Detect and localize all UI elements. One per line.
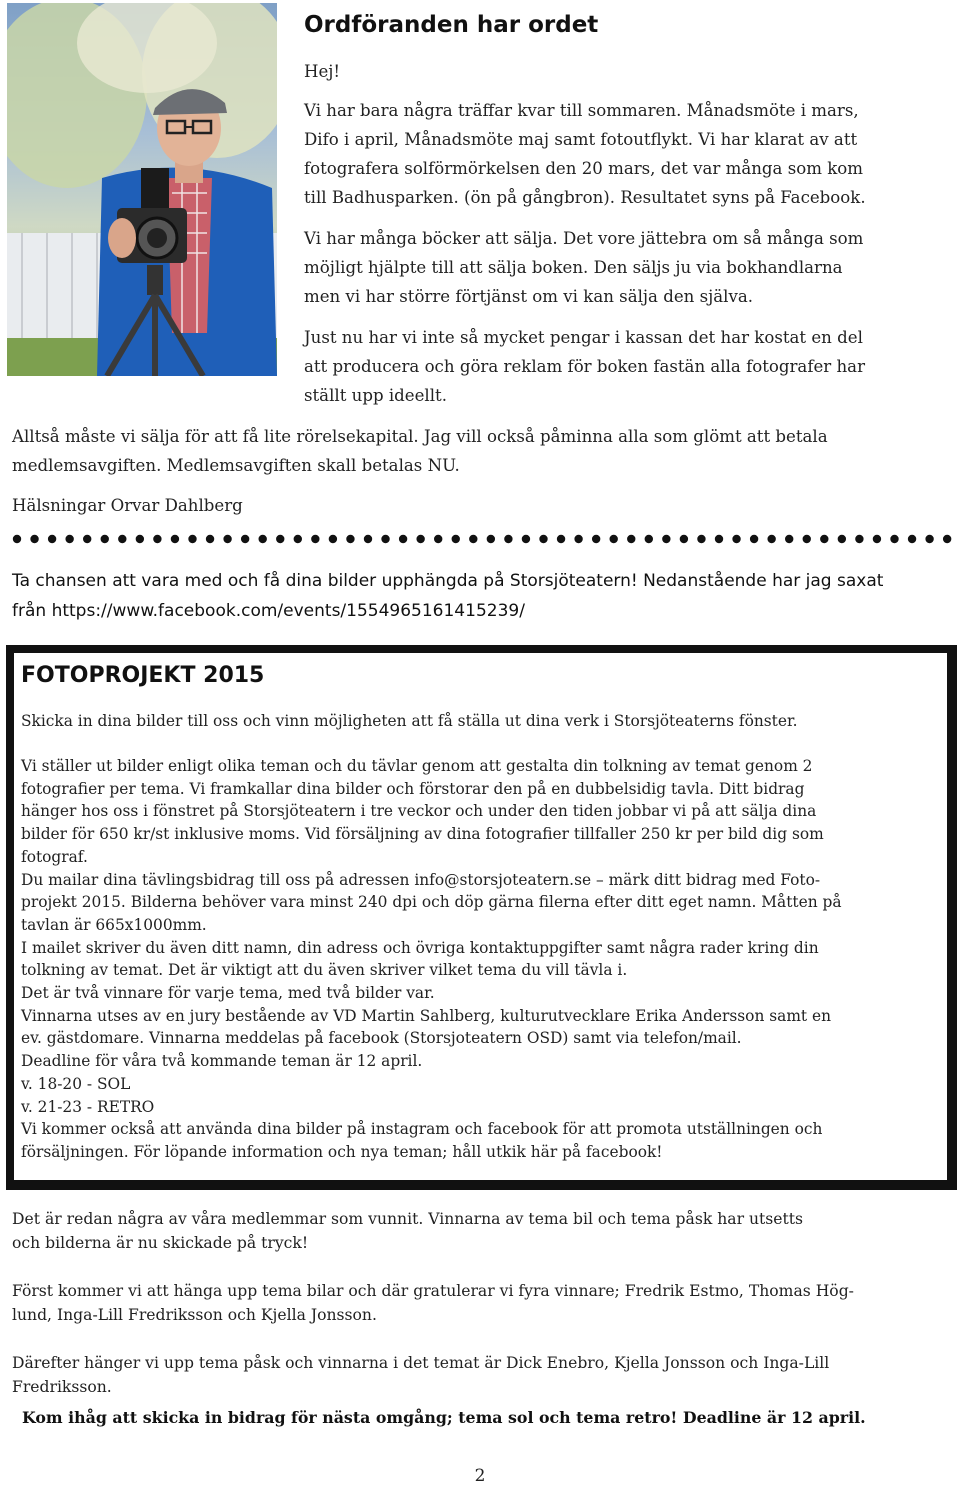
text-line: Difo i april, Månadsmöte maj samt fotoutflykt. Vi har klarat av att xyxy=(304,130,858,149)
separator-dot xyxy=(785,535,793,543)
text-line: Du mailar dina tävlingsbidrag till oss på adressen info@storsjoteatern.se – märk ditt bidrag med Foto- xyxy=(21,870,821,889)
separator-dot xyxy=(136,535,144,543)
fotoprojekt-lead: Skicka in dina bilder till oss och vinn möjligheten att få ställa ut dina verk i Storsjöteaterns fönster. xyxy=(21,712,798,730)
text-line: Vi kommer också att använda dina bilder på instagram och facebook för att promota utställningen och xyxy=(21,1120,823,1139)
separator-dot xyxy=(259,535,267,543)
separator-dot xyxy=(434,535,442,543)
text-line: fotografier per tema. Vi framkallar dina bilder och förstorar den på en dubbelsidig tavla. Ditt bidrag xyxy=(21,779,805,798)
text-line: Därefter hänger vi upp tema påsk och vinnarna i det temat är Dick Enebro, Kjella Jonsson och Inga-Lill xyxy=(12,1354,830,1372)
text-line: Deadline för våra två kommande teman är 12 april. xyxy=(21,1052,423,1071)
text-line: tolkning av temat. Det är viktigt att du även skriver vilket tema du vill tävla i. xyxy=(21,961,628,980)
separator-dot xyxy=(416,535,424,543)
text-line: hänger hos oss i fönstret på Storsjöteatern i tre veckor och under den tiden jobbar vi på att sälja dina xyxy=(21,802,817,821)
text-line: v. 21-23 - RETRO xyxy=(21,1097,155,1116)
separator-dot xyxy=(662,535,670,543)
text-line: lund, Inga-Lill Fredriksson och Kjella Jonsson. xyxy=(12,1305,377,1324)
text-line: fotograf. xyxy=(21,847,88,866)
separator-dot xyxy=(469,535,477,543)
separator-dot xyxy=(645,535,653,543)
fotoprojekt-title: FOTOPROJEKT 2015 xyxy=(21,663,265,688)
separator-dot xyxy=(329,535,337,543)
text-line: Just nu har vi inte så mycket pengar i kassan det har kostat en del xyxy=(304,328,863,347)
separator-dot xyxy=(241,535,249,543)
separator-dot xyxy=(610,535,618,543)
intro-paragraph-3 xyxy=(304,323,954,410)
separator-dot xyxy=(732,535,740,543)
separator-dot xyxy=(574,535,582,543)
separator-dot xyxy=(153,535,161,543)
separator-dot xyxy=(855,535,863,543)
after-paragraph-2 xyxy=(12,1280,954,1327)
text-line: fotografera solförmörkelsen den 20 mars, det var många som kom xyxy=(304,159,863,178)
separator-dot xyxy=(364,535,372,543)
separator-dot xyxy=(873,535,881,543)
separator-dot xyxy=(381,535,389,543)
after-paragraph-3 xyxy=(12,1352,954,1399)
text-line: försäljningen. För löpande information och nya teman; håll utkik här på facebook! xyxy=(21,1142,663,1161)
separator-dot xyxy=(276,535,284,543)
separator-dot xyxy=(83,535,91,543)
separator-dot xyxy=(627,535,635,543)
separator-dot xyxy=(680,535,688,543)
separator-dot xyxy=(171,535,179,543)
fotoprojekt-box xyxy=(6,645,957,1190)
separator-dot xyxy=(925,535,933,543)
photographer-illustration xyxy=(7,3,277,376)
separator-dot xyxy=(346,535,354,543)
separator-dot xyxy=(820,535,828,543)
after-paragraph-1 xyxy=(12,1208,954,1255)
separator-dot xyxy=(13,535,21,543)
greeting xyxy=(304,57,954,86)
separator-dot xyxy=(908,535,916,543)
text-line: Det är redan några av våra medlemmar som vunnit. Vinnarna av tema bil och tema påsk har utsetts xyxy=(12,1210,804,1228)
signature: Hälsningar Orvar Dahlberg xyxy=(12,496,243,515)
facebook-notice xyxy=(12,566,952,626)
intro-paragraph-1 xyxy=(304,96,954,212)
deadline-reminder: Kom ihåg att skicka in bidrag för nästa omgång; tema sol och tema retro! Deadline är 12 april. xyxy=(22,1408,866,1427)
text-line: ställt upp ideellt. xyxy=(304,386,447,405)
text-line: v. 18-20 - SOL xyxy=(21,1074,131,1093)
separator-dot xyxy=(943,535,951,543)
dotted-separator xyxy=(12,531,952,547)
intro-paragraph-2 xyxy=(304,224,954,311)
intro-paragraph-4 xyxy=(12,422,954,480)
separator-dot xyxy=(803,535,811,543)
text-line: Fredriksson. xyxy=(12,1377,112,1396)
separator-dot xyxy=(294,535,302,543)
page-title: Ordföranden har ordet xyxy=(304,12,599,38)
text-line: bilder för 650 kr/st inklusive moms. Vid försäljning av dina fotografier tillfaller 250 kr per bild dig som xyxy=(21,825,824,844)
text-line: Vi har bara några träffar kvar till sommaren. Månadsmöte i mars, xyxy=(304,101,859,120)
separator-dot xyxy=(399,535,407,543)
separator-dot xyxy=(557,535,565,543)
text-line: Först kommer vi att hänga upp tema bilar och där gratulerar vi fyra vinnare; Fredrik Estmo, Thomas Hög- xyxy=(12,1282,854,1300)
separator-dot xyxy=(223,535,231,543)
text-line: Vi har många böcker att sälja. Det vore jättebra om så många som xyxy=(304,229,864,248)
separator-dot xyxy=(118,535,126,543)
text-line: Vinnarna utses av en jury bestående av VD Martin Sahlberg, kulturutvecklare Erika Andersson samt en xyxy=(21,1006,832,1025)
chairman-photo xyxy=(7,3,277,376)
page-number: 2 xyxy=(474,1466,486,1486)
separator-dot xyxy=(767,535,775,543)
separator-dot xyxy=(539,535,547,543)
separator-dot xyxy=(48,535,56,543)
separator-dot xyxy=(890,535,898,543)
separator-dot xyxy=(838,535,846,543)
text-line: men vi har större förtjänst om vi kan sälja den själva. xyxy=(304,287,754,306)
separator-dot xyxy=(522,535,530,543)
text-line: Det är två vinnare för varje tema, med två bilder var. xyxy=(21,984,435,1003)
separator-dot xyxy=(452,535,460,543)
text-line: att producera och göra reklam för boken fastän alla fotografer har xyxy=(304,357,866,376)
separator-dot xyxy=(697,535,705,543)
separator-dot xyxy=(750,535,758,543)
separator-dot xyxy=(311,535,319,543)
text-line: medlemsavgiften. Medlemsavgiften skall betalas NU. xyxy=(12,456,460,475)
text-line: tavlan är 665x1000mm. xyxy=(21,915,207,934)
dots-graphic xyxy=(12,531,952,547)
text-line: möjligt hjälpte till att sälja boken. Den säljs ju via bokhandlarna xyxy=(304,258,843,277)
text-line: ev. gästdomare. Vinnarna meddelas på facebook (Storsjoteatern OSD) samt via telefon/mail. xyxy=(21,1029,742,1048)
fotoprojekt-box-inner xyxy=(14,653,947,1180)
text-line: I mailet skriver du även ditt namn, din adress och övriga kontaktuppgifter samt några rader kring din xyxy=(21,938,819,957)
separator-dot xyxy=(30,535,38,543)
notice-line: Ta chansen att vara med och få dina bilder upphängda på Storsjöteatern! Nedanstående har jag saxat xyxy=(12,571,884,591)
separator-dot xyxy=(206,535,214,543)
text-line: till Badhusparken. (ön på gångbron). Resultatet syns på Facebook. xyxy=(304,188,866,207)
text-line: och bilderna är nu skickade på tryck! xyxy=(12,1233,309,1252)
separator-dot xyxy=(715,535,723,543)
text-line: Vi ställer ut bilder enligt olika teman och du tävlar genom att gestalta din tolkning av temat genom 2 xyxy=(21,757,813,775)
notice-link-line: från https://www.facebook.com/events/1554965161415239/ xyxy=(12,601,525,621)
text-line: projekt 2015. Bilderna behöver vara minst 240 dpi och döp gärna filerna efter ditt eget namn. Måtten på xyxy=(21,893,842,912)
separator-dot xyxy=(592,535,600,543)
text-line: Alltså måste vi sälja för att få lite rörelsekapital. Jag vill också påminna alla som glömt att betala xyxy=(12,427,828,446)
separator-dot xyxy=(487,535,495,543)
separator-dot xyxy=(504,535,512,543)
fotoprojekt-body xyxy=(21,755,946,1164)
separator-dot xyxy=(101,535,109,543)
greeting-text: Hej! xyxy=(304,62,341,81)
separator-dot xyxy=(65,535,73,543)
separator-dot xyxy=(188,535,196,543)
